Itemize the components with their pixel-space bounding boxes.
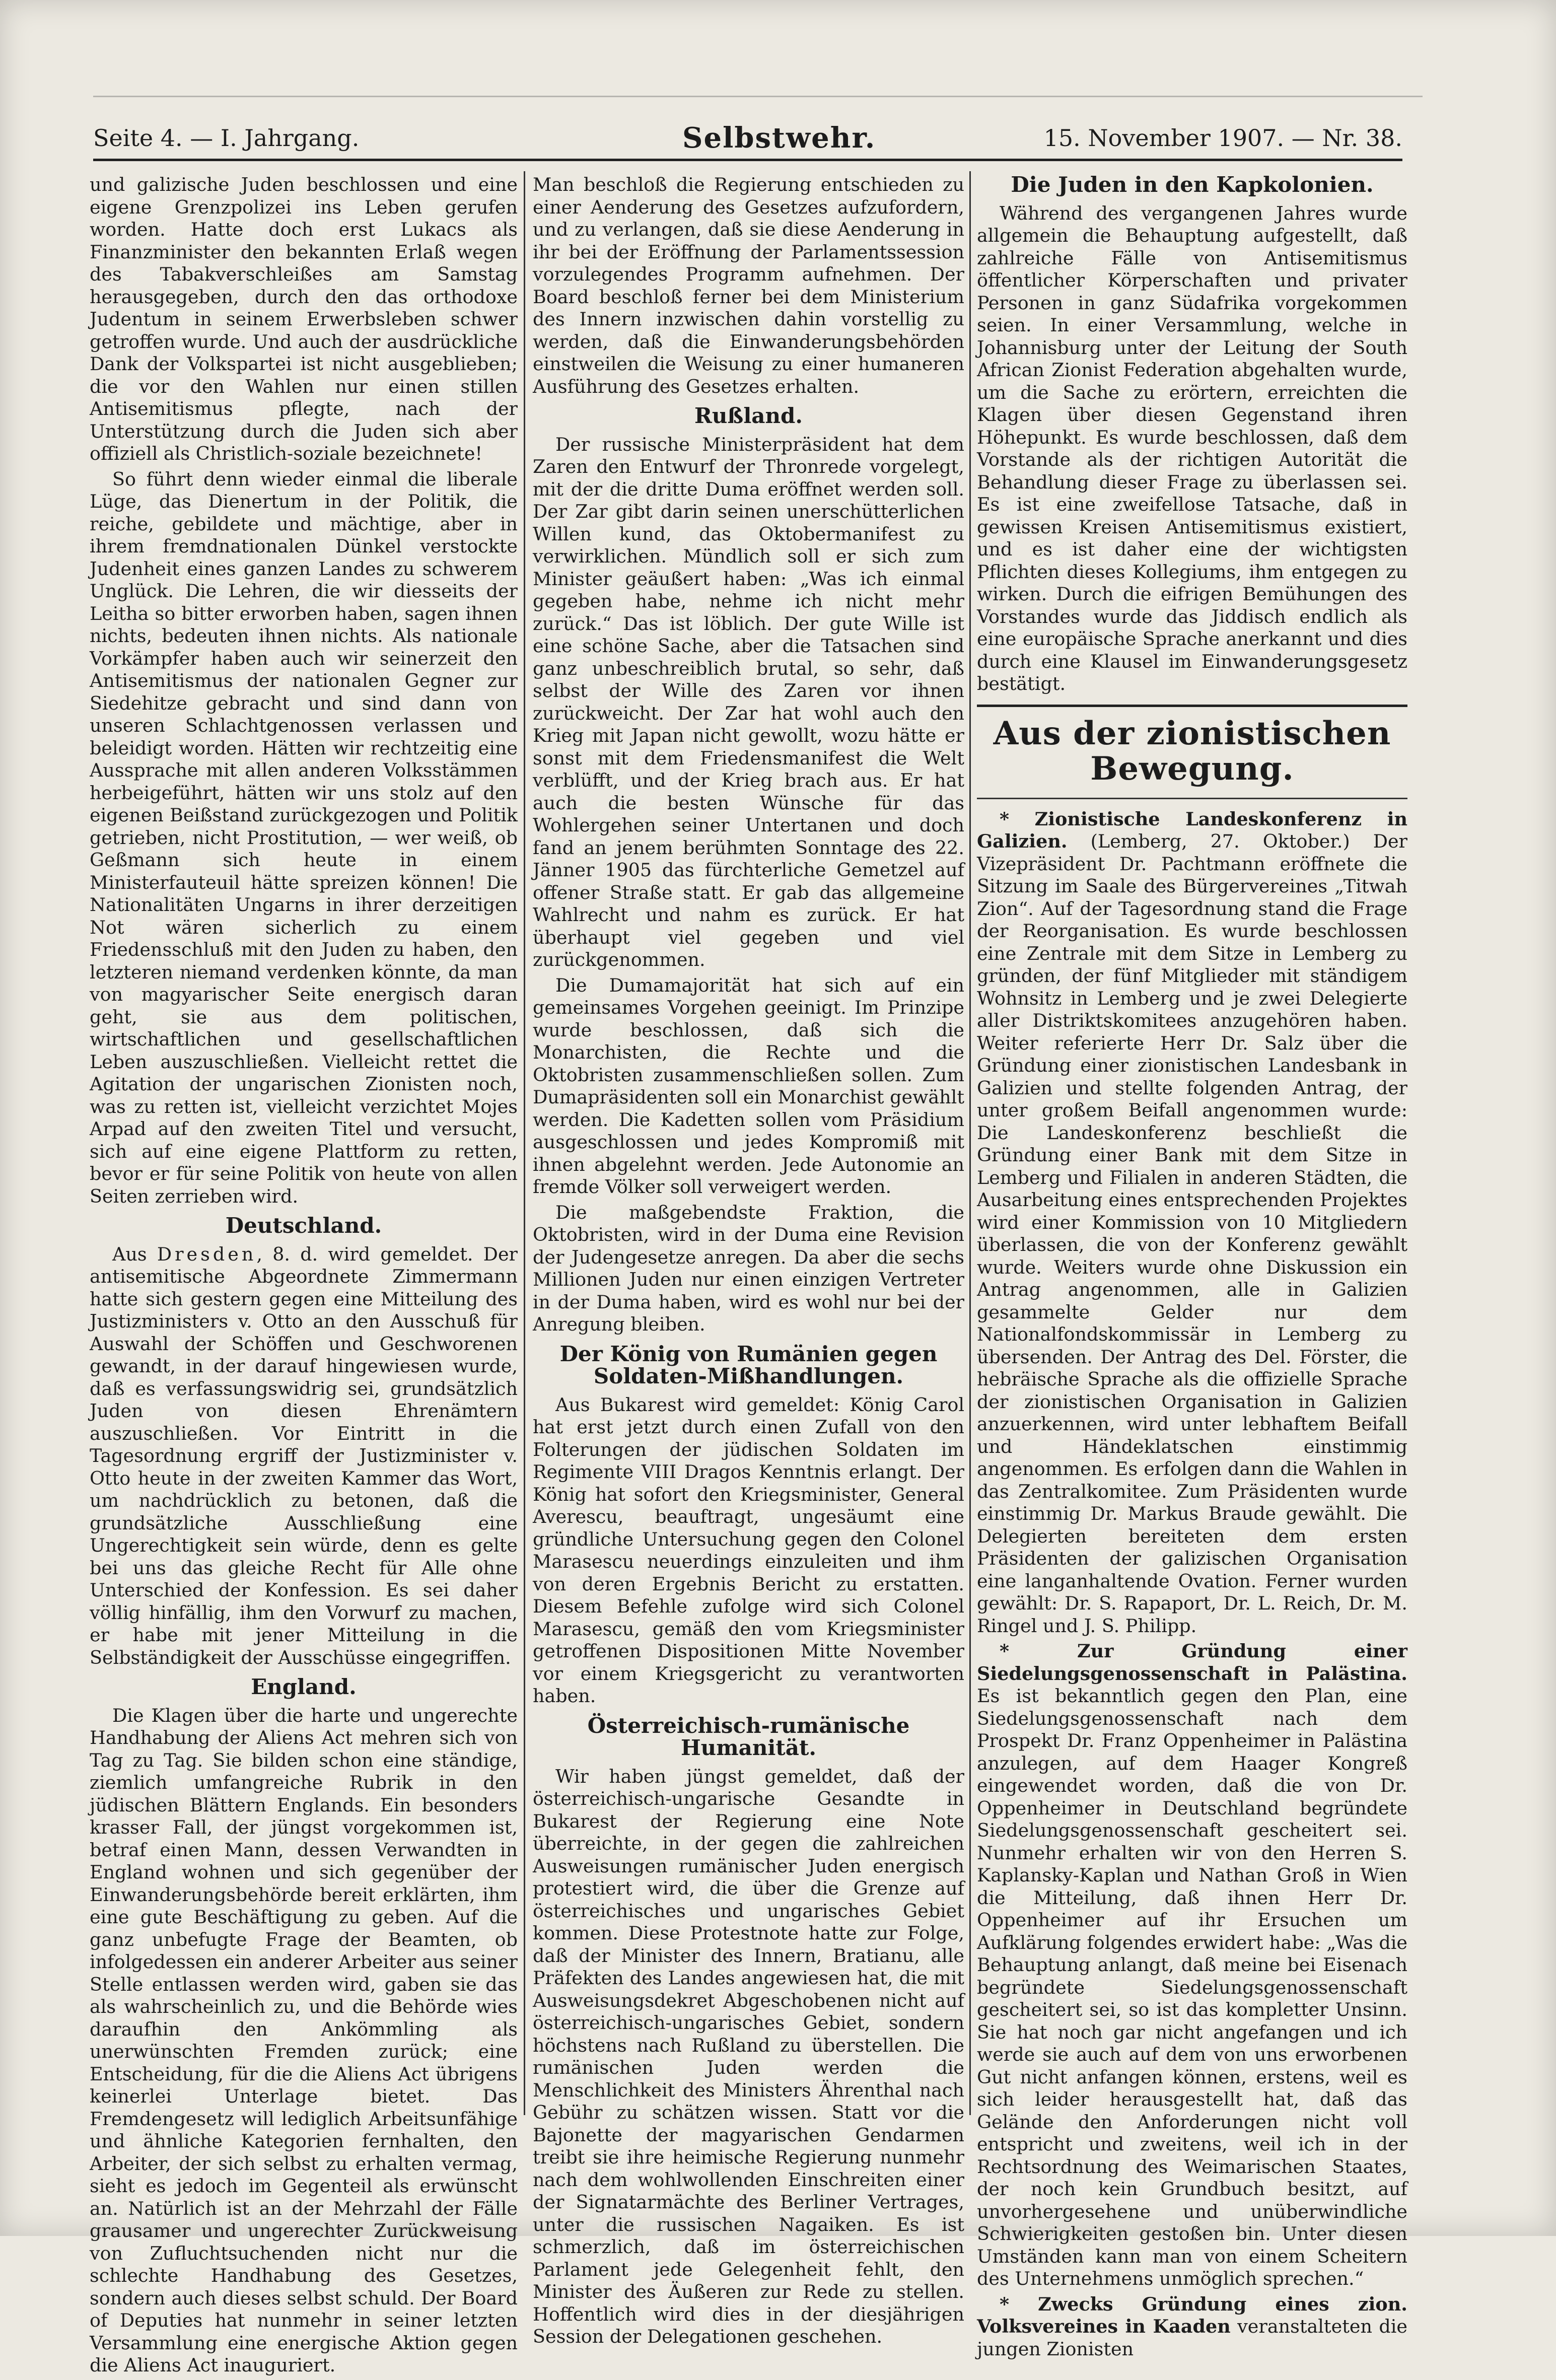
article-paragraph: und galizische Juden beschlossen und eine eigene Grenzpolizei ins Leben gerufen worden. Hatte doch erst Lukacs als Finanzminister den bekannten Erlaß wegen des Tabakverschleißes am Samstag herausgegeben, durch den das orthodoxe Judentum in seinem Erwerbsleben schwer getroffen wurde. Und auch der ausdrückliche Dank der Volkspartei ist nicht ausgeblieben; die vor den Wahlen nur einen stillen Antisemitismus pflegte, nach der Unterstützung durch die Juden sich aber offiziell als Christlich-soziale bezeichnete! xyxy=(90,174,518,464)
column-divider xyxy=(524,171,525,2115)
header-date-issue: 15. November 1907. — Nr. 38. xyxy=(1043,124,1402,152)
section-heading-deutschland: Deutschland. xyxy=(225,1213,382,1238)
column-divider xyxy=(969,171,971,2115)
header-rule xyxy=(93,159,1402,161)
article-paragraph: Der russische Ministerpräsident hat dem Zaren den Entwurf der Thronrede vorgelegt, mit der die dritte Duma eröffnet werden soll. Der Zar gibt darin seinen unerschütterlichen Willen kund, das Oktobermanifest zu verwirklichen. Mündlich soll er sich zum Minister geäußert haben: „Was ich einmal gegeben habe, nehme ich nicht mehr zurück.“ Das ist löblich. Der gute Wille ist eine schöne Sache, aber die Tatsachen sind ganz unbeschreiblich brutal, so sehr, daß selbst der Wille des Zaren vor ihnen zurückweicht. Der Zar hat wohl auch den Krieg mit Japan nicht gewollt, wozu hätte er sonst mit dem Friedensmanifest die Welt verblüfft, und der Krieg brach aus. Er hat auch die besten Wünsche für das Wohlergehen seiner Untertanen und doch fand an jenem berühmten Sonntage des 22. Jänner 1905 das fürchterliche Gemetzel auf offener Straße statt. Er gab das allgemeine Wahlrecht und nahm es zurück. Er hat überhaupt viel gegeben und viel zurückgenommen. xyxy=(533,433,964,970)
news-item-text: veranstalteten die jungen Zionisten xyxy=(977,2316,1407,2360)
section-heading-koenig-rumaenien: Der König von Rumänien gegen Soldaten-Mißhandlungen. xyxy=(559,1341,938,1388)
article-paragraph: Die maßgebendste Fraktion, die Oktobristen, wird in der Duma eine Revision der Judengesetze anregen. Da aber die sechs Millionen Juden nur einen einzigen Vertreter in der Duma haben, wird es wohl nur bei der Anregung bleiben. xyxy=(533,1201,964,1335)
news-item-heading: * Zionistische Landeskonferenz in Galizien. xyxy=(977,808,1407,852)
news-item-heading: * Zur Gründung einer Siedelungsgenossenschaft in Palästina. xyxy=(977,1640,1407,1685)
article-paragraph: Während des vergangenen Jahres wurde allgemein die Behauptung aufgestellt, daß zahlreiche Fälle von Antisemitismus öffentlicher Körperschaften und privater Personen in ganz Südafrika vorgekommen seien. In einer Versammlung, welche in Johannisburg unter der Leitung der South African Zionist Federation abgehalten wurde, um die Sache zu erörtern, erreichten die Klagen über diesen Gegenstand ihren Höhepunkt. Es wurde beschlossen, daß dem Vorstande als der richtigen Autorität die Behandlung dieser Frage zu überlassen sei. Es ist eine zweifellose Tatsache, daß in gewissen Kreisen Antisemitismus existiert, und es ist daher eine der wichtigsten Pflichten dieses Kollegiums, ihm entgegen zu wirken. Durch die eifrigen Bemühungen des Vorstandes wurde das Jiddisch endlich als eine europäische Sprache anerkannt und dies durch eine Klausel im Einwanderungsgesetz bestätigt. xyxy=(977,202,1407,694)
top-margin-line xyxy=(93,96,1423,97)
section-heading-humanitaet: Österreichisch-rumänische Humanität. xyxy=(587,1713,910,1760)
section-heading-kapkolonien: Die Juden in den Kapkolonien. xyxy=(1011,172,1374,197)
article-paragraph xyxy=(90,1243,518,1669)
section-heading-zionistische-bewegung: Aus der zionistischen Bewegung. xyxy=(993,714,1391,788)
column-1 xyxy=(90,174,518,2380)
column-3 xyxy=(977,174,1407,2363)
news-item-heading: * Zwecks Gründung eines zion. Volksvereines in Kaaden xyxy=(977,2293,1407,2337)
news-item xyxy=(977,808,1407,1638)
article-paragraph: Man beschloß die Regierung entschieden zu einer Aenderung des Gesetzes aufzufordern, und zu verlangen, daß sie diese Aenderung in ihr bei der Eröffnung der Parlamentssession vorzulegendes Programm aufnehmen. Der Board beschloß ferner bei dem Ministerium des Innern inzwischen dahin vorstellig zu werden, daß die Einwanderungsbehörden einstweilen die Weisung zu einer humaneren Ausführung des Gesetzes erhalten. xyxy=(533,174,964,397)
column-2 xyxy=(533,174,964,2351)
section-rule xyxy=(977,705,1407,707)
section-rule xyxy=(977,798,1407,799)
header-page-info: Seite 4. — I. Jahrgang. xyxy=(93,124,360,152)
article-text: , 8. d. wird gemeldet. Der antisemitische Abgeordnete Zimmermann hatte sich gestern gegen eine Mitteilung des Justizministers v. Otto an den Ausschuß für Auswahl der Schöffen und Geschworenen gewandt, in der darauf hingewiesen wurde, daß es verfassungswidrig sei, grundsätzlich Juden von diesen Ehrenämtern auszuschließen. Vor Eintritt in die Tagesordnung ergriff der Justizminister v. Otto heute in der zweiten Kammer das Wort, um nachdrücklich zu betonen, daß die grundsätzliche Ausschließung eine Ungerechtigkeit sein würde, denn es gelte bei uns das gleiche Recht für Alle ohne Unterschied der Konfession. Es sei daher völlig hinfällig, ihm den Vorwurf zu machen, er habe mit jener Mitteilung in die Selbständigkeit der Ausschüsse eingegriffen. xyxy=(90,1243,518,1668)
section-heading-russland: Rußland. xyxy=(694,403,803,428)
news-item xyxy=(977,2293,1407,2361)
dateline-city: Dresden xyxy=(157,1243,257,1265)
article-paragraph: Wir haben jüngst gemeldet, daß der österreichisch-ungarische Gesandte in Bukarest der Regierung eine Note überreichte, in der gegen die zahlreichen Ausweisungen rumänischer Juden energisch protestiert wird, die über die Grenze auf österreichisches und ungarisches Gebiet kommen. Diese Protestnote hatte zur Folge, daß der Minister des Innern, Bratianu, alle Präfekten des Landes angewiesen hat, die mit Ausweisungsdekret Abgeschobenen nicht auf österreichisch-ungarisches Gebiet, sondern höchstens nach Rußland zu überstellen. Die rumänischen Juden werden die Menschlichkeit des Ministers Ährenthal nach Gebühr zu schätzen wissen. Statt vor die Bajonette der magyarischen Gendarmen treibt sie ihre heimische Regierung nunmehr nach dem wohlwollenden Einschreiten einer der Signatarmächte des Berliner Vertrages, unter die russischen Nagaiken. Es ist schmerzlich, daß im österreichischen Parlament jede Gelegenheit fehlt, den Minister des Äußeren zur Rede zu stellen. Hoffentlich wird dies in der diesjährigen Session der Delegationen geschehen. xyxy=(533,1765,964,2347)
news-item-text: Es ist bekanntlich gegen den Plan, eine Siedelungsgenossenschaft nach dem Prospekt Dr. Franz Oppenheimer in Palästina anzulegen, auf dem Haager Kongreß eingewendet worden, daß die von Dr. Oppenheimer in Deutschland begründete Siedelungsgenossenschaft gescheitert sei. Nunmehr erhalten wir von den Herren S. Kaplansky-Kaplan und Nathan Groß in Wien die Mitteilung, daß ihnen Herr Dr. Oppenheimer auf ihr Ersuchen um Aufklärung folgendes erwidert habe: „Was die Behauptung anlangt, daß meine bei Eisenach begründete Siedelungsgenossenschaft gescheitert sei, so ist das kompletter Unsinn. Sie hat noch gar nicht angefangen und ich werde sie auch auf dem von uns erworbenen Gut nicht anfangen können, erstens, weil es sich leider herausgestellt hat, daß das Gelände den Anforderungen nicht voll entspricht und zweitens, weil ich in der Rechtsordnung des Weimarischen Staates, der noch kein Grundbuch besitzt, auf unvorhergesehene und unüberwindliche Schwierigkeiten gestoßen bin. Unter diesen Umständen kann man von einem Scheitern des Unternehmens unmöglich sprechen.“ xyxy=(977,1685,1407,2289)
news-item xyxy=(977,1640,1407,2290)
article-paragraph: Die Klagen über die harte und ungerechte Handhabung der Aliens Act mehren sich von Tag zu Tag. Sie bilden schon eine ständige, ziemlich umfangreiche Rubrik in den jüdischen Blättern Englands. Ein besonders krasser Fall, der jüngst vorgekommen ist, betraf einen Mann, dessen Verwandten in England wohnen und sich gegenüber der Einwanderungsbehörde bereit erklärten, ihm eine gute Beschäftigung zu geben. Auf die ganz unbefugte Frage der Beamten, ob infolgedessen ein anderer Arbeiter aus seiner Stelle entlassen werden wird, gaben sie das als wahrscheinlich zu, und die Behörde wies daraufhin den Ankömmling als unerwünschten Fremden zurück; eine Entscheidung, für die die Aliens Act übrigens keinerlei Unterlage bietet. Das Fremdengesetz will lediglich Arbeitsunfähige und ähnliche Kategorien fernhalten, den Arbeiter, der sich selbst zu erhalten vermag, sieht es jedoch im Gegenteil als erwünscht an. Natürlich ist an der Mehrzahl der Fälle grausamer und ungerechter Zurückweisung von Zufluchtsuchenden nicht nur die schlechte Handhabung des Gesetzes, sondern auch dieses selbst schuld. Der Board of Deputies hat nunmehr in seiner letzten Versammlung eine energische Aktion gegen die Aliens Act inauguriert. xyxy=(90,1704,518,2376)
masthead-title: Selbstwehr. xyxy=(682,121,876,155)
page-header xyxy=(93,118,1402,159)
article-paragraph: Die Dumamajorität hat sich auf ein gemeinsames Vorgehen geeinigt. Im Prinzipe wurde beschlossen, daß sich die Monarchisten, die Rechte und die Oktobristen zusammenschließen sollen. Zum Dumapräsidenten soll ein Monarchist gewählt werden. Die Kadetten sollen vom Präsidium ausgeschlossen und jedes Kompromiß mit ihnen abgelehnt werden. Jede Autonomie an fremde Völker soll verweigert werden. xyxy=(533,974,964,1198)
article-paragraph: Aus Bukarest wird gemeldet: König Carol hat erst jetzt durch einen Zufall von den Folterungen der jüdischen Soldaten im Regimente VIII Dragos Kenntnis erlangt. Der König hat sofort den Kriegsminister, General Averescu, beauftragt, ungesäumt eine gründliche Untersuchung gegen den Colonel Marasescu neuerdings einzuleiten und ihm von deren Ergebnis Bericht zu erstatten. Diesem Befehle zufolge wird sich Colonel Marasescu, gemäß den vom Kriegsminister getroffenen Dispositionen Mitte November vor einem Kriegsgericht zu verantworten haben. xyxy=(533,1393,964,1707)
article-paragraph: So führt denn wieder einmal die liberale Lüge, das Dienertum in der Politik, die reiche, gebildete und mächtige, aber in ihrem fremdnationalen Dünkel verstockte Judenheit eines ganzen Landes zu schwerem Unglück. Die Lehren, die wir diesseits der Leitha so bitter erworben haben, sagen ihnen nichts, bedeuten ihnen nichts. Als nationale Vorkämpfer haben auch wir seinerzeit den Antisemitismus der nationalen Gegner zur Siedehitze gebracht und sind dann von unseren Schlachtgenossen verlassen und beleidigt worden. Hätten wir rechtzeitig eine Aussprache mit allen anderen Volksstämmen herbeigeführt, hätten wir uns stolz auf den eigenen Beißstand zurückgezogen und Politik getrieben, nicht Prostitution, — wer weiß, ob Geßmann sich heute in einem Ministerfauteuil hätte spreizen können! Die Nationalitäten Ungarns in ihrer derzeitigen Not wären sicherlich zu einem Friedensschluß mit den Juden zu haben, den letzteren niemand verdenken könnte, da man von magyarischer Seite energisch daran geht, sie aus dem politischen, wirtschaftlichen und gesellschaftlichen Leben auszuschließen. Vielleicht rettet die Agitation der ungarischen Zionisten noch, was zu retten ist, vielleicht verzichtet Mojes Arpad auf den zweiten Titel und versucht, sich auf eine eigene Plattform zu retten, bevor er für seine Politik von heute von allen Seiten zerrieben wird. xyxy=(90,468,518,1207)
section-heading-england: England. xyxy=(251,1674,357,1699)
news-item-text: (Lemberg, 27. Oktober.) Der Vizepräsident Dr. Pachtmann eröffnete die Sitzung im Saale des Bürgervereines „Titwah Zion“. Auf der Tagesordnung stand die Frage der Reorganisation. Es wurde beschlossen eine Zentrale mit dem Sitze in Lemberg zu gründen, der fünf Mitglieder mit ständigem Wohnsitz in Lemberg und je zwei Delegierte aller Distriktskomitees anzugehören haben. Weiter referierte Herr Dr. Salz über die Gründung einer zionistischen Landesbank in Galizien und stellte folgenden Antrag, der unter großem Beifall angenommen wurde: Die Landeskonferenz beschließt die Gründung einer Bank mit dem Sitze in Lemberg und Filialen in anderen Städten, die Ausarbeitung eines entsprechenden Projektes wird einer Kommission von 10 Mitgliedern überlassen, die von der Konferenz gewählt wurde. Weiters wurde ohne Diskussion ein Antrag angenommen, alle in Galizien gesammelte Gelder nur dem Nationalfondskommissär in Lemberg zu übersenden. Der Antrag des Del. Förster, die hebräische Sprache als die offizielle Sprache der zionistischen Organisation in Galizien anzuerkennen, wird unter lebhaftem Beifall und Händeklatschen einstimmig angenommen. Es erfolgen dann die Wahlen in das Zentralkomitee. Zum Präsidenten wurde einstimmig Dr. Markus Braude gewählt. Die Delegierten bereiteten dem ersten Präsidenten der galizischen Organisation eine langanhaltende Ovation. Ferner wurden gewählt: Dr. S. Rapaport, Dr. L. Reich, Dr. M. Ringel und J. S. Philipp. xyxy=(977,830,1408,1637)
dateline-pre: Aus xyxy=(112,1243,147,1265)
